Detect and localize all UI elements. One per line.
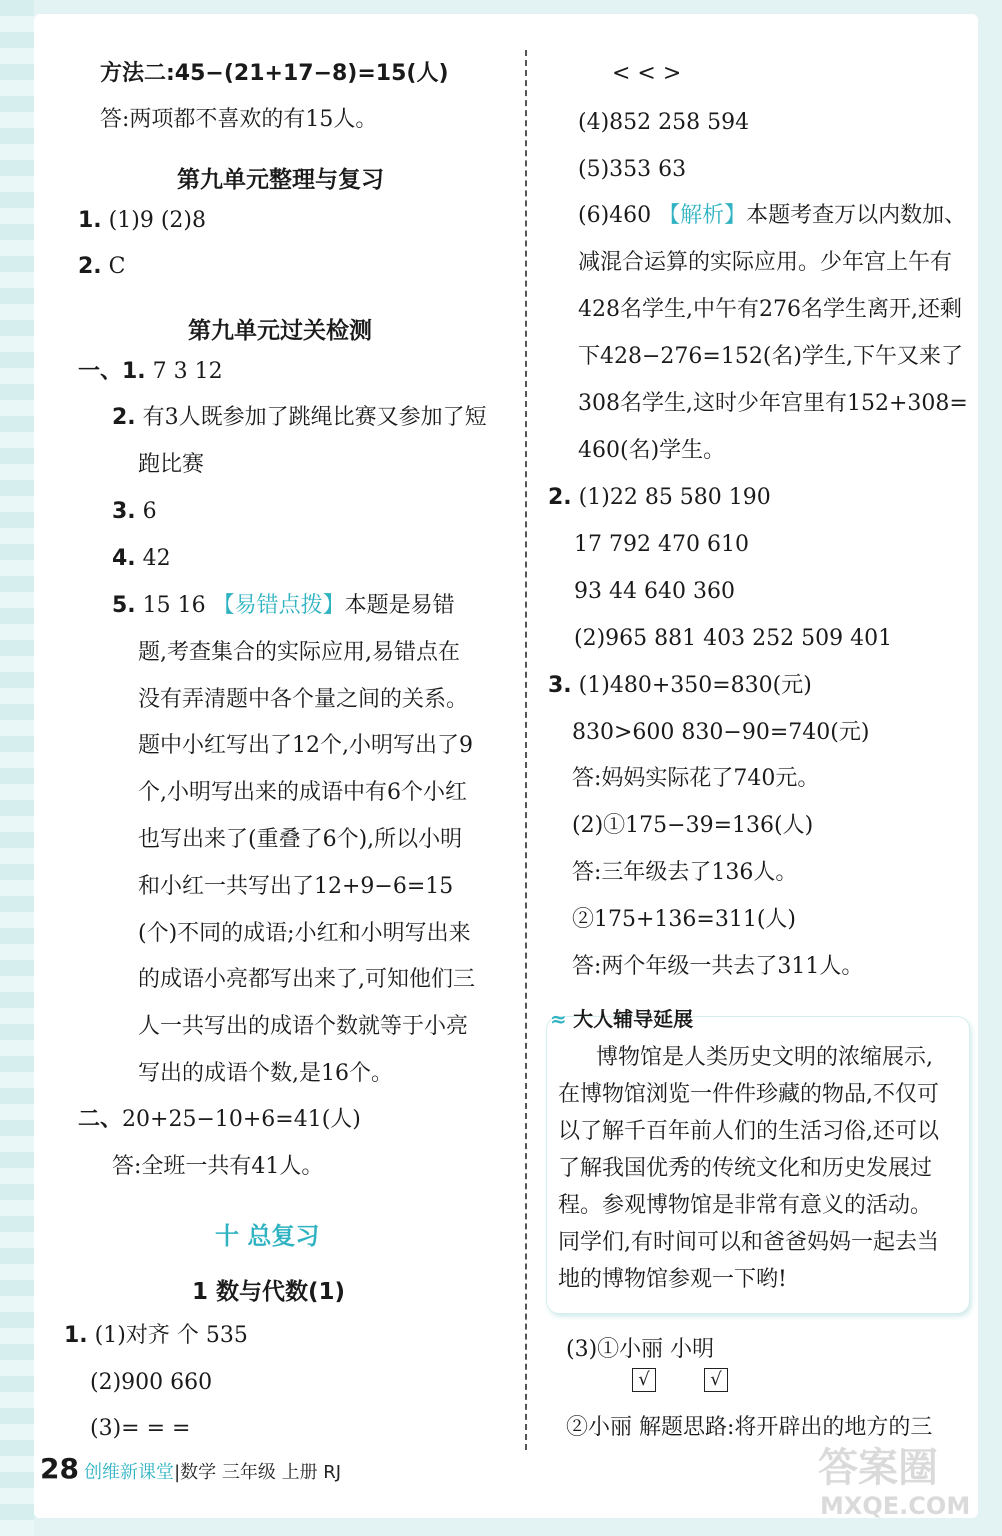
lesson-heading: 1 数与代数(1)	[192, 1279, 346, 1305]
right-q6-line3: 428名学生,中午有276名学生离开,还剩	[578, 297, 962, 322]
right-p3-line2: 830>600 830−90=740(元)	[572, 720, 870, 745]
book-info: |数学 三年级 上册 RJ	[174, 1462, 342, 1483]
part-two-line: 二、20+25−10+6=41(人)	[78, 1107, 361, 1132]
right-p2-line4: (2)965 881 403 252 509 401	[574, 626, 893, 651]
right-p3-line3: 答:妈妈实际花了740元。	[572, 766, 820, 791]
test-q2-line2: 跑比赛	[138, 452, 205, 477]
comparison-signs: < < >	[612, 61, 682, 86]
test-q5-line4: 题中小红写出了12个,小明写出了9	[138, 733, 473, 758]
box-line3: 以了解千百年前人们的生活习俗,还可以	[558, 1119, 939, 1144]
parent-guidance-title: ≈ 大人辅导延展	[550, 1007, 694, 1031]
box-line7: 地的博物馆参观一下哟!	[558, 1267, 787, 1292]
analysis-tag: 【解析】	[658, 203, 747, 228]
test-q5-line9: 的成语小亮都写出来了,可知他们三	[138, 967, 475, 992]
watermark-logo: 答案圈	[818, 1445, 938, 1491]
right-p2-line1: 2. (1)22 85 580 190	[548, 485, 771, 510]
lesson-q1-line2: (2)900 660	[90, 1370, 213, 1395]
page-edge-decoration	[0, 0, 34, 1536]
column-divider	[525, 50, 527, 1450]
box-line5: 程。参观博物馆是非常有意义的活动。	[558, 1193, 933, 1218]
test-q5-line5: 个,小明写出来的成语中有6个小红	[138, 780, 467, 805]
right-q6-line6: 460(名)学生。	[578, 438, 726, 463]
error-tip-tag: 【易错点拨】	[212, 593, 345, 618]
check-box-xiaoming: √	[704, 1368, 728, 1392]
test-q5-line1: 5. 15 16 【易错点拨】本题是易错	[112, 593, 455, 618]
review-q1: 1. (1)9 (2)8	[78, 208, 206, 233]
right-p3-line5: 答:三年级去了136人。	[572, 860, 798, 885]
test-q5-line7: 和小红一共写出了12+9−6=15	[138, 874, 454, 899]
wave-icon: ≈	[550, 1007, 567, 1031]
watermark-url: MXQE.COM	[820, 1492, 971, 1520]
brand-name: 创维新课堂	[84, 1462, 175, 1483]
lesson-q1-line3: (3)= = =	[90, 1416, 191, 1441]
test-q3: 3. 6	[112, 499, 157, 524]
box-line6: 同学们,有时间可以和爸爸妈妈一起去当	[558, 1230, 939, 1255]
right-q4: (4)852 258 594	[578, 110, 750, 135]
chapter-heading: 十 总复习	[215, 1222, 320, 1250]
right-p4-line1: (3)①小丽 小明	[566, 1337, 715, 1362]
section-heading-test: 第九单元过关检测	[188, 318, 372, 344]
answer-line: 答:两项都不喜欢的有15人。	[100, 107, 378, 132]
lesson-q1-line1: 1. (1)对齐 个 535	[64, 1323, 248, 1348]
test-q5-line2: 题,考查集合的实际应用,易错点在	[138, 640, 460, 665]
right-p3-line1: 3. (1)480+350=830(元)	[548, 673, 812, 698]
right-p3-line4: (2)①175−39=136(人)	[572, 813, 814, 838]
box-line1: 博物馆是人类历史文明的浓缩展示,	[596, 1045, 933, 1070]
box-line2: 在博物馆浏览一件件珍藏的物品,不仅可	[558, 1082, 939, 1107]
part-two-answer: 答:全班一共有41人。	[112, 1154, 324, 1179]
right-p2-line2: 17 792 470 610	[574, 532, 749, 557]
box-line4: 了解我国优秀的传统文化和历史发展过	[558, 1156, 933, 1181]
page-number: 28	[40, 1452, 79, 1485]
check-box-xiaoli: √	[632, 1368, 656, 1392]
right-p3-line6: ②175+136=311(人)	[572, 907, 797, 932]
right-p3-line7: 答:两个年级一共去了311人。	[572, 954, 864, 979]
page-footer	[40, 1452, 341, 1485]
right-q6-line2: 减混合运算的实际应用。少年宫上午有	[578, 250, 953, 275]
right-q6-line4: 下428−276=152(名)学生,下午又来了	[578, 344, 964, 369]
test-q5-line10: 人一共写出的成语个数就等于小亮	[138, 1014, 469, 1039]
right-q6-line1: (6)460 【解析】本题考查万以内数加、	[578, 203, 967, 228]
test-q5-line8: (个)不同的成语;小红和小明写出来	[138, 921, 471, 946]
right-q6-line5: 308名学生,这时少年宫里有152+308=	[578, 391, 968, 416]
section-heading-review: 第九单元整理与复习	[177, 167, 384, 193]
test-q5-line11: 写出的成语个数,是16个。	[138, 1061, 393, 1086]
method-two-line: 方法二:45−(21+17−8)=15(人)	[100, 61, 449, 86]
right-p4-line2: ②小丽 解题思路:将开辟出的地方的三	[566, 1415, 933, 1440]
right-q5: (5)353 63	[578, 157, 687, 182]
right-p2-line3: 93 44 640 360	[574, 579, 735, 604]
test-q4: 4. 42	[112, 546, 171, 571]
test-q2-line1: 2. 有3人既参加了跳绳比赛又参加了短	[112, 405, 487, 430]
test-q5-line6: 也写出来了(重叠了6个),所以小明	[138, 827, 463, 852]
review-q2: 2. C	[78, 254, 126, 279]
test-q1: 一、1. 7 3 12	[78, 359, 223, 384]
test-q5-line3: 没有弄清题中各个量之间的关系。	[138, 687, 469, 712]
